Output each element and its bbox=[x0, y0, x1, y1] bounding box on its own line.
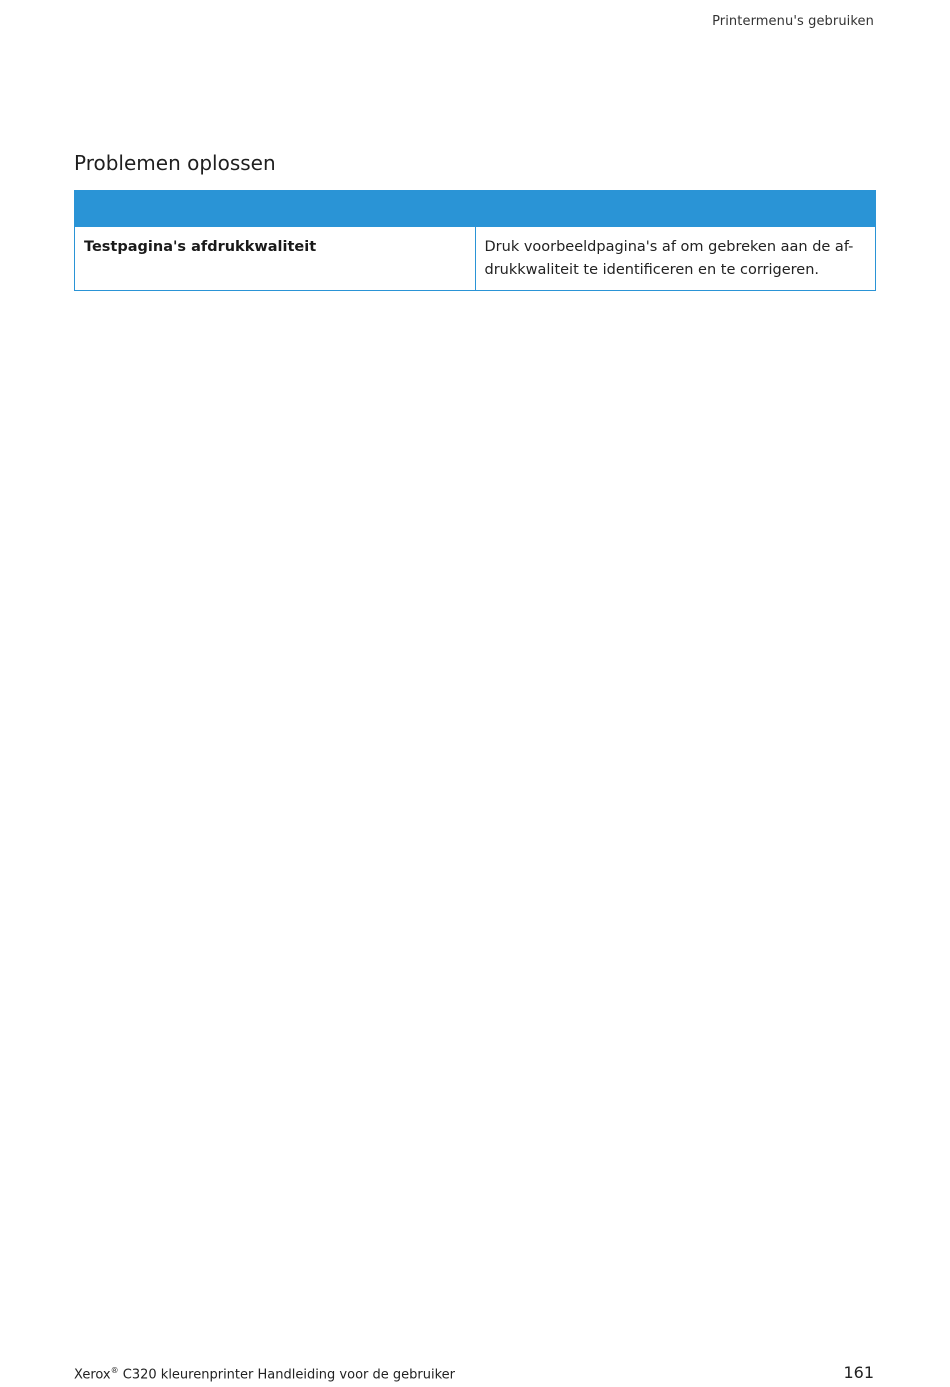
table-header-cell-2 bbox=[475, 191, 876, 227]
footer-brand: Xerox bbox=[74, 1367, 111, 1383]
page-footer bbox=[74, 1366, 455, 1382]
registered-mark: ® bbox=[110, 1366, 119, 1375]
menu-table bbox=[74, 190, 876, 291]
section-title: Problemen oplossen bbox=[74, 151, 276, 175]
table-row bbox=[75, 227, 876, 291]
menu-item-name: Testpagina's afdrukkwaliteit bbox=[75, 227, 476, 291]
menu-item-description: Druk voorbeeldpagina's af om gebreken aan de af- drukkwaliteit te identificeren en te corrigeren. bbox=[475, 227, 876, 291]
running-header: Printermenu's gebruiken bbox=[712, 14, 874, 29]
table-header-cell-1 bbox=[75, 191, 476, 227]
footer-manual-title: C320 kleurenprinter Handleiding voor de gebruiker bbox=[118, 1367, 455, 1383]
page-number: 161 bbox=[843, 1363, 874, 1382]
table-header-row bbox=[75, 191, 876, 227]
